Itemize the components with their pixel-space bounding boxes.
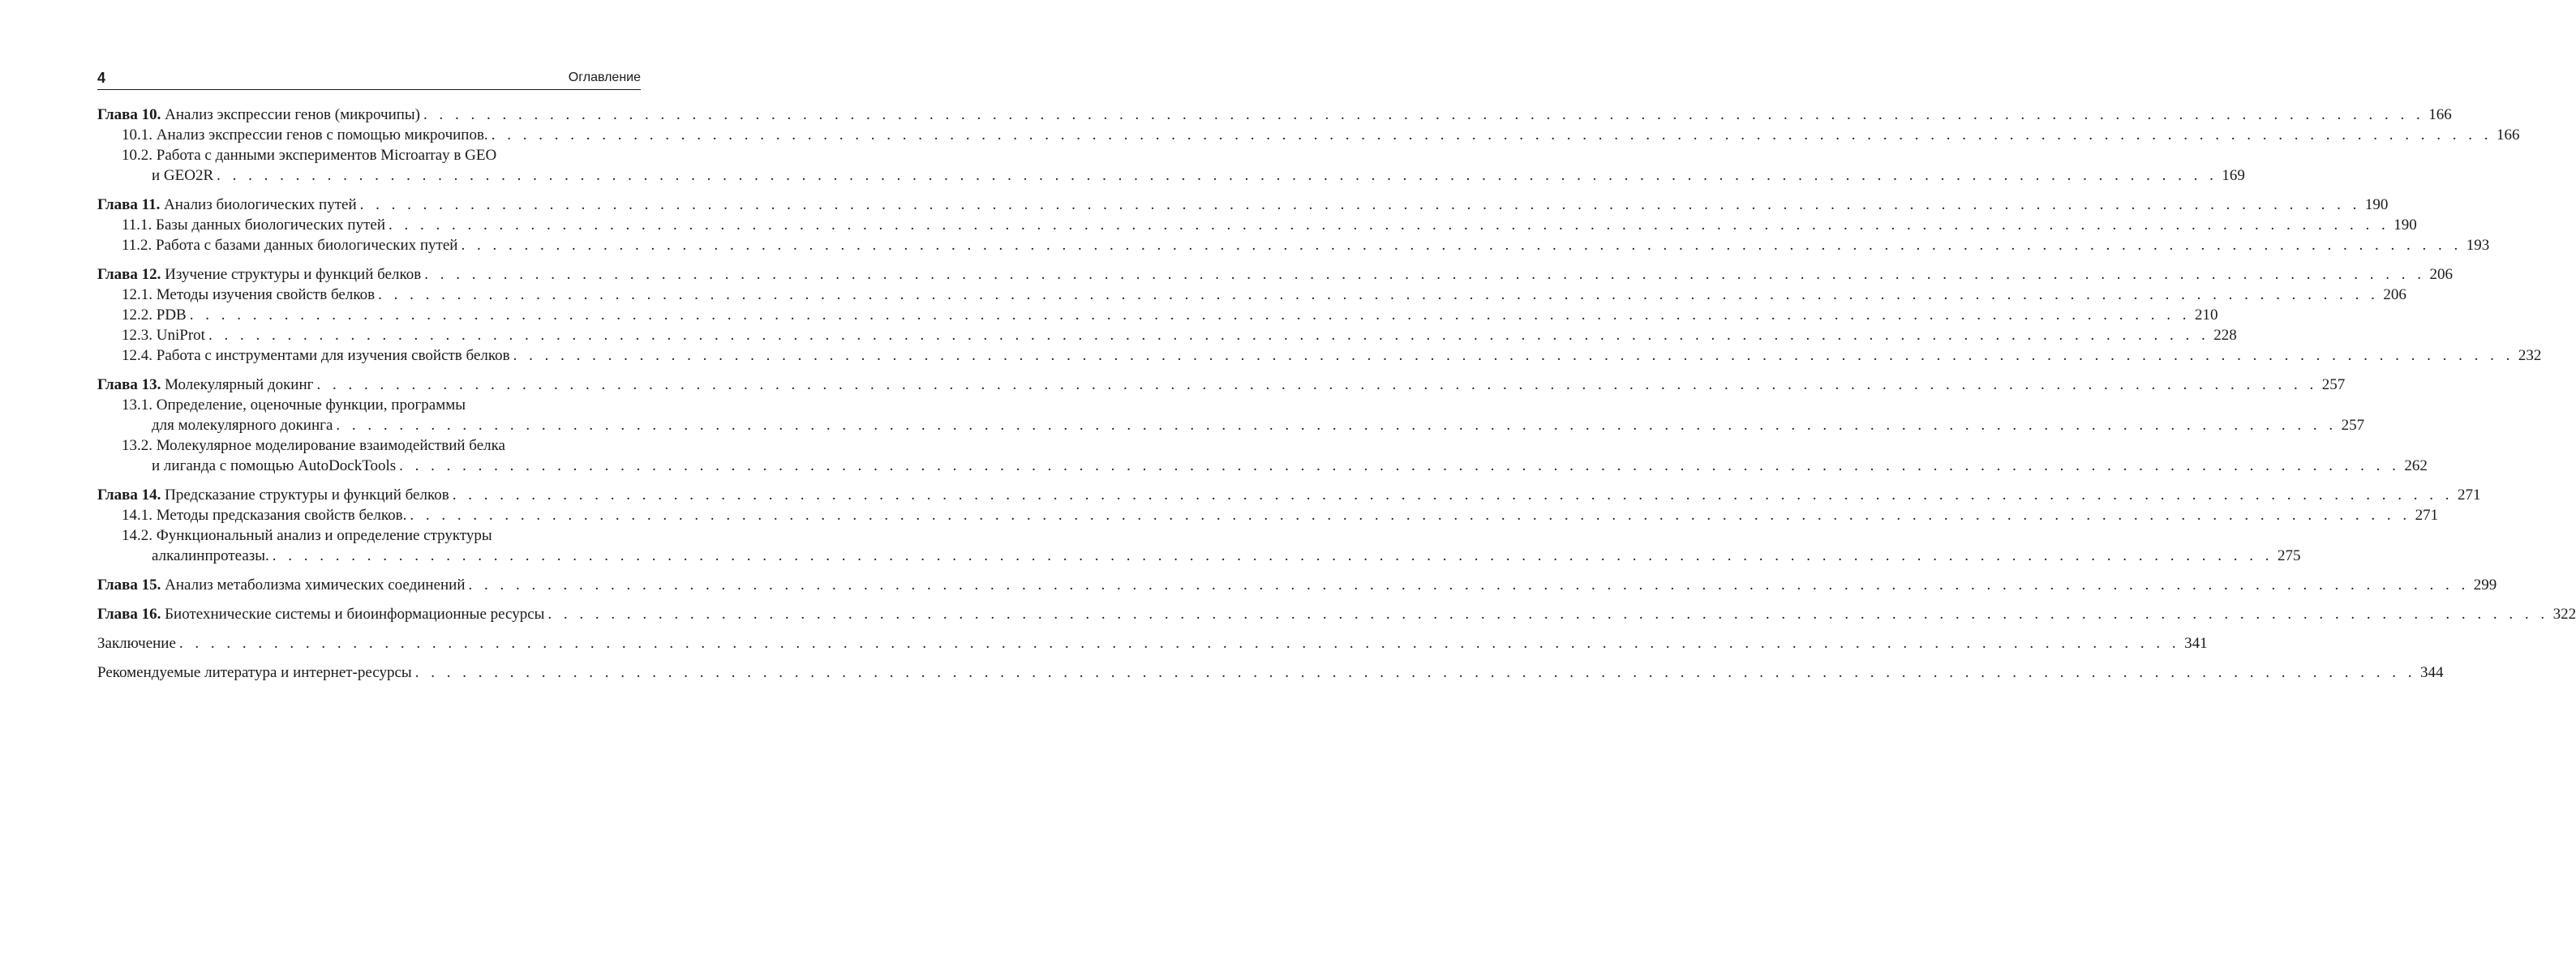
dot-leader (396, 456, 2403, 476)
page-ref: 193 (2466, 237, 2490, 254)
toc-group-chapter-12 (97, 264, 2542, 366)
page-ref: 271 (2457, 486, 2481, 504)
dot-leader (187, 305, 2194, 325)
section-number: 10.2. (122, 147, 152, 164)
section-number: 13.1. (122, 396, 152, 414)
page-ref: 257 (2321, 376, 2346, 393)
page-ref: 190 (2364, 196, 2389, 213)
toc-section-entry[interactable] (97, 285, 2406, 305)
section-title: PDB (156, 306, 187, 324)
section-number: 12.4. (122, 347, 152, 364)
toc-section-entry[interactable] (97, 215, 2417, 235)
toc-section-entry[interactable] (97, 435, 641, 456)
toc-section-continuation[interactable] (97, 456, 2428, 476)
page-ref: 210 (2194, 306, 2218, 324)
section-number: 14.1. (122, 507, 152, 524)
toc-chapter-entry[interactable] (97, 264, 2453, 285)
section-number: 12.1. (122, 286, 152, 303)
section-title: Работа с инструментами для изучения свойств белков (156, 347, 510, 364)
section-title-continuation: и лиганда с помощью AutoDockTools (152, 457, 397, 474)
toc-group-chapter-11 (97, 195, 2490, 255)
chapter-label: Глава 14. (97, 486, 161, 504)
page-ref: 322 (2552, 606, 2576, 623)
section-title: UniProt (156, 327, 205, 344)
toc-group-chapter-16 (97, 604, 2576, 624)
toc-section-entry[interactable] (97, 145, 641, 165)
toc-section-entry[interactable] (97, 305, 2218, 325)
section-number: 11.2. (122, 237, 152, 254)
page-ref: 299 (2473, 577, 2497, 594)
toc-group-conclusion (97, 633, 2208, 654)
page-ref: 275 (2278, 547, 2301, 564)
chapter-title: Предсказание структуры и функций белков (165, 486, 449, 504)
toc-group-chapter-14 (97, 485, 2481, 566)
chapter-title: Анализ экспрессии генов (микрочипы) (165, 106, 420, 123)
dot-leader (544, 604, 2552, 624)
section-number: 10.1. (122, 126, 152, 144)
page-ref: 190 (2394, 216, 2417, 234)
page-ref: 166 (2496, 126, 2520, 144)
page-ref: 257 (2341, 417, 2365, 434)
dot-leader (333, 415, 2340, 435)
section-number: 11.1. (122, 216, 152, 234)
chapter-label: Глава 15. (97, 577, 161, 594)
chapter-title: Анализ биологических путей (164, 196, 357, 213)
chapter-title: Молекулярный докинг (165, 376, 314, 393)
toc-section-entry[interactable] (97, 325, 2237, 345)
extra-title: Заключение (97, 635, 176, 652)
chapter-title: Анализ метаболизма химических соединений (165, 577, 466, 594)
section-title: Определение, оценочные функции, программы (156, 396, 466, 414)
dot-leader (457, 235, 2465, 255)
page-ref: 206 (2383, 286, 2406, 303)
dot-leader (313, 375, 2321, 395)
section-number: 13.2. (122, 437, 152, 454)
dot-leader (421, 264, 2428, 285)
toc-chapter-entry[interactable] (97, 604, 2576, 624)
toc-section-entry[interactable] (97, 505, 2439, 525)
toc-section-entry[interactable] (97, 125, 2520, 145)
toc-chapter-entry[interactable] (97, 575, 2497, 595)
chapter-title: Изучение структуры и функций белков (165, 266, 422, 283)
section-title-continuation: для молекулярного докинга (152, 417, 333, 434)
chapter-label: Глава 13. (97, 376, 161, 393)
table-of-contents (97, 105, 2576, 692)
extra-title: Рекомендуемые литература и интернет-ресурсы (97, 664, 412, 681)
page-ref: 228 (2213, 327, 2237, 344)
dot-leader (420, 105, 2428, 125)
page-number: 4 (97, 70, 106, 86)
running-title: Оглавление (568, 71, 641, 84)
toc-chapter-entry[interactable] (97, 485, 2481, 505)
toc-section-entry[interactable] (97, 525, 641, 546)
page-header (97, 68, 641, 90)
toc-section-entry[interactable] (97, 345, 2542, 366)
dot-leader (449, 485, 2457, 505)
page-ref: 271 (2415, 507, 2439, 524)
section-number: 14.2. (122, 527, 152, 544)
dot-leader (269, 546, 2277, 566)
toc-extra-entry[interactable] (97, 662, 2444, 683)
chapter-title: Биотехнические системы и биоинформационные ресурсы (165, 606, 545, 623)
page-ref: 206 (2429, 266, 2453, 283)
dot-leader (412, 662, 2419, 683)
section-title: Функциональный анализ и определение структуры (156, 527, 492, 544)
dot-leader (510, 345, 2518, 366)
page-ref: 341 (2184, 635, 2208, 652)
toc-section-entry[interactable] (97, 395, 641, 415)
chapter-label: Глава 12. (97, 266, 161, 283)
section-number: 12.3. (122, 327, 152, 344)
page-ref: 344 (2419, 664, 2444, 681)
toc-group-chapter-10 (97, 105, 2520, 186)
page-ref: 169 (2222, 167, 2245, 184)
toc-section-continuation[interactable] (97, 415, 2365, 435)
dot-leader (176, 633, 2183, 654)
chapter-label: Глава 10. (97, 106, 161, 123)
toc-section-continuation[interactable] (97, 546, 2301, 566)
section-title: Работа с данными экспериментов Microarray в GEO (156, 147, 497, 164)
section-title: Методы предсказания свойств белков. (156, 507, 407, 524)
page-ref: 166 (2428, 106, 2452, 123)
dot-leader (205, 325, 2213, 345)
dot-leader (213, 165, 2221, 186)
section-number: 12.2. (122, 306, 152, 324)
toc-chapter-entry[interactable] (97, 105, 2452, 125)
chapter-label: Глава 16. (97, 606, 161, 623)
dot-leader (375, 285, 2382, 305)
dot-leader (385, 215, 2393, 235)
page-ref: 232 (2518, 347, 2542, 364)
dot-leader (406, 505, 2414, 525)
toc-chapter-entry[interactable] (97, 375, 2346, 395)
toc-chapter-entry[interactable] (97, 195, 2389, 215)
dot-leader (466, 575, 2473, 595)
dot-leader (357, 195, 2364, 215)
toc-group-chapter-13 (97, 375, 2428, 476)
page-ref: 262 (2404, 457, 2428, 474)
section-title: Методы изучения свойств белков (156, 286, 376, 303)
section-title-continuation: и GEO2R (152, 167, 214, 184)
toc-extra-entry[interactable] (97, 633, 2208, 654)
section-title-continuation: алкалинпротеазы. (152, 547, 269, 564)
section-title: Базы данных биологических путей (156, 216, 386, 234)
toc-group-references (97, 662, 2444, 683)
section-title: Молекулярное моделирование взаимодействий белка (156, 437, 505, 454)
section-title: Анализ экспрессии генов с помощью микрочипов. (156, 126, 488, 144)
toc-section-entry[interactable] (97, 235, 2490, 255)
toc-group-chapter-15 (97, 575, 2497, 595)
toc-section-continuation[interactable] (97, 165, 2245, 186)
chapter-label: Глава 11. (97, 196, 161, 213)
section-title: Работа с базами данных биологических путей (156, 237, 458, 254)
dot-leader (488, 125, 2496, 145)
